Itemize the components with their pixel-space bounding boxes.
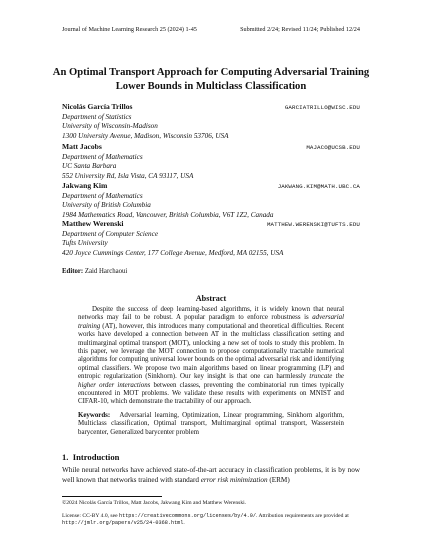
author-department: Department of Mathematics <box>62 191 143 200</box>
abstract-part: (AT), however, this introduces many computational and theoretical difficulties. Recent works have developed a connection between AT in the multiclass classification setting and multimarginal optimal transport (MOT), unlocking a new set of tools to study this problem. In this paper, we leverage the MOT connection to propose computationally tractable numerical algorithms for computing universal lower bounds on the optimal adversarial risk and identifying optimal classifiers. We propose two main algorithms based on linear programming (LP) and entropic regularization (Sinkhorn). Our key insight is that one can harmlessly <box>78 322 344 381</box>
editor-name: Zaid Harchaoui <box>84 268 128 275</box>
author-institution: Tufts University <box>62 239 108 248</box>
author-block <box>62 142 360 181</box>
attribution-link[interactable]: http://jmlr.org/papers/v25/24-0368.html <box>62 520 184 527</box>
license-link[interactable]: https://creativecommons.org/licenses/by/4.0/ <box>118 513 256 519</box>
author-block <box>62 181 360 220</box>
journal-citation: Journal of Machine Learning Research 25 (2024) 1-45 <box>62 26 197 33</box>
author-email[interactable]: JAKWANG.KIM@MATH.UBC.CA <box>277 183 360 190</box>
intro-emphasis: error risk minimization <box>200 475 268 484</box>
author-name: Nicolás García Trillos <box>62 102 133 111</box>
author-institution: UC Santa Barbara <box>62 162 117 171</box>
author-address: 1984 Mathematics Road, Vancouver, British Columbia, V6T 1Z2, Canada <box>62 210 274 219</box>
abstract-text <box>78 306 344 407</box>
license-notice <box>62 513 360 528</box>
author-department: Department of Statistics <box>62 112 132 121</box>
author-address: 420 Joyce Cummings Center, 177 College Avenue, Medford, MA 02155, USA <box>62 248 284 257</box>
author-department: Department of Computer Science <box>62 229 159 238</box>
intro-part: (ERM) <box>267 475 290 484</box>
abstract-part: between classes, preventing the combinatorial run times typically encountered in MOT problems. We validate these results with experiments on MNIST and CIFAR-10, which demonstrate the tractability of our approach. <box>78 381 344 406</box>
abstract-heading: Abstract <box>195 294 227 303</box>
submission-dates: Submitted 2/24; Revised 11/24; Published 12/24 <box>240 26 360 33</box>
author-email[interactable]: MATTHEW.WERENSKI@TUFTS.EDU <box>266 221 360 228</box>
paper-title: An Optimal Transport Approach for Computing Adversarial Training Lower Bounds in Multiclass Classification <box>52 67 370 92</box>
license-text: . <box>183 520 185 527</box>
author-block <box>62 219 360 258</box>
author-email[interactable]: MAJACO@UCSB.EDU <box>306 144 360 151</box>
keywords-text: Adversarial learning, Optimization, Linear programming, Sinkhorn algorithm, Multiclass classification, Optimal transport, Multimarginal optimal transport, Wasserstein barycenter, Generalized barycenter problem <box>78 412 344 436</box>
copyright-notice: ©2024 Nicolás García Trillos, Matt Jacobs, Jakwang Kim and Matthew Werenski. <box>62 500 247 506</box>
intro-paragraph <box>62 466 360 485</box>
license-text: License: CC-BY 4.0, see <box>62 513 119 519</box>
section-number: 1. <box>62 452 69 462</box>
footnote-rule <box>62 496 162 497</box>
author-block <box>62 102 360 141</box>
author-institution: University of British Columbia <box>62 201 151 210</box>
license-text: . Attribution requirements are provided at <box>255 513 349 519</box>
keywords <box>78 412 344 437</box>
author-name: Matt Jacobs <box>62 142 102 151</box>
abstract-part: Despite the success of deep learning-based algorithms, it is widely known that neural networks may fail to be robust. A popular paradigm to enforce robustness is <box>78 306 344 322</box>
section-title: Introduction <box>72 452 120 462</box>
author-address: 552 University Rd, Isla Vista, CA 93117, USA <box>62 171 194 180</box>
journal-header <box>62 26 360 33</box>
abstract-emphasis: truncate the higher order interactions <box>78 373 344 389</box>
author-institution: University of Wisconsin-Madison <box>62 122 158 131</box>
section-heading <box>62 452 119 462</box>
intro-part: While neural networks have achieved state-of-the-art accuracy in classification problems, it is by now well known that networks trained with standard <box>62 466 360 484</box>
abstract-emphasis: adversarial training <box>78 314 344 330</box>
editor-label: Editor: <box>62 268 84 275</box>
keywords-label: Keywords: <box>78 412 111 419</box>
author-name: Matthew Werenski <box>62 219 124 228</box>
author-address: 1300 University Avenue, Madison, Wisconsin 53706, USA <box>62 131 229 140</box>
author-email[interactable]: GARCIATRILLO@WISC.EDU <box>284 104 360 111</box>
editor-line <box>62 268 127 275</box>
author-name: Jakwang Kim <box>62 181 108 190</box>
author-department: Department of Mathematics <box>62 152 143 161</box>
